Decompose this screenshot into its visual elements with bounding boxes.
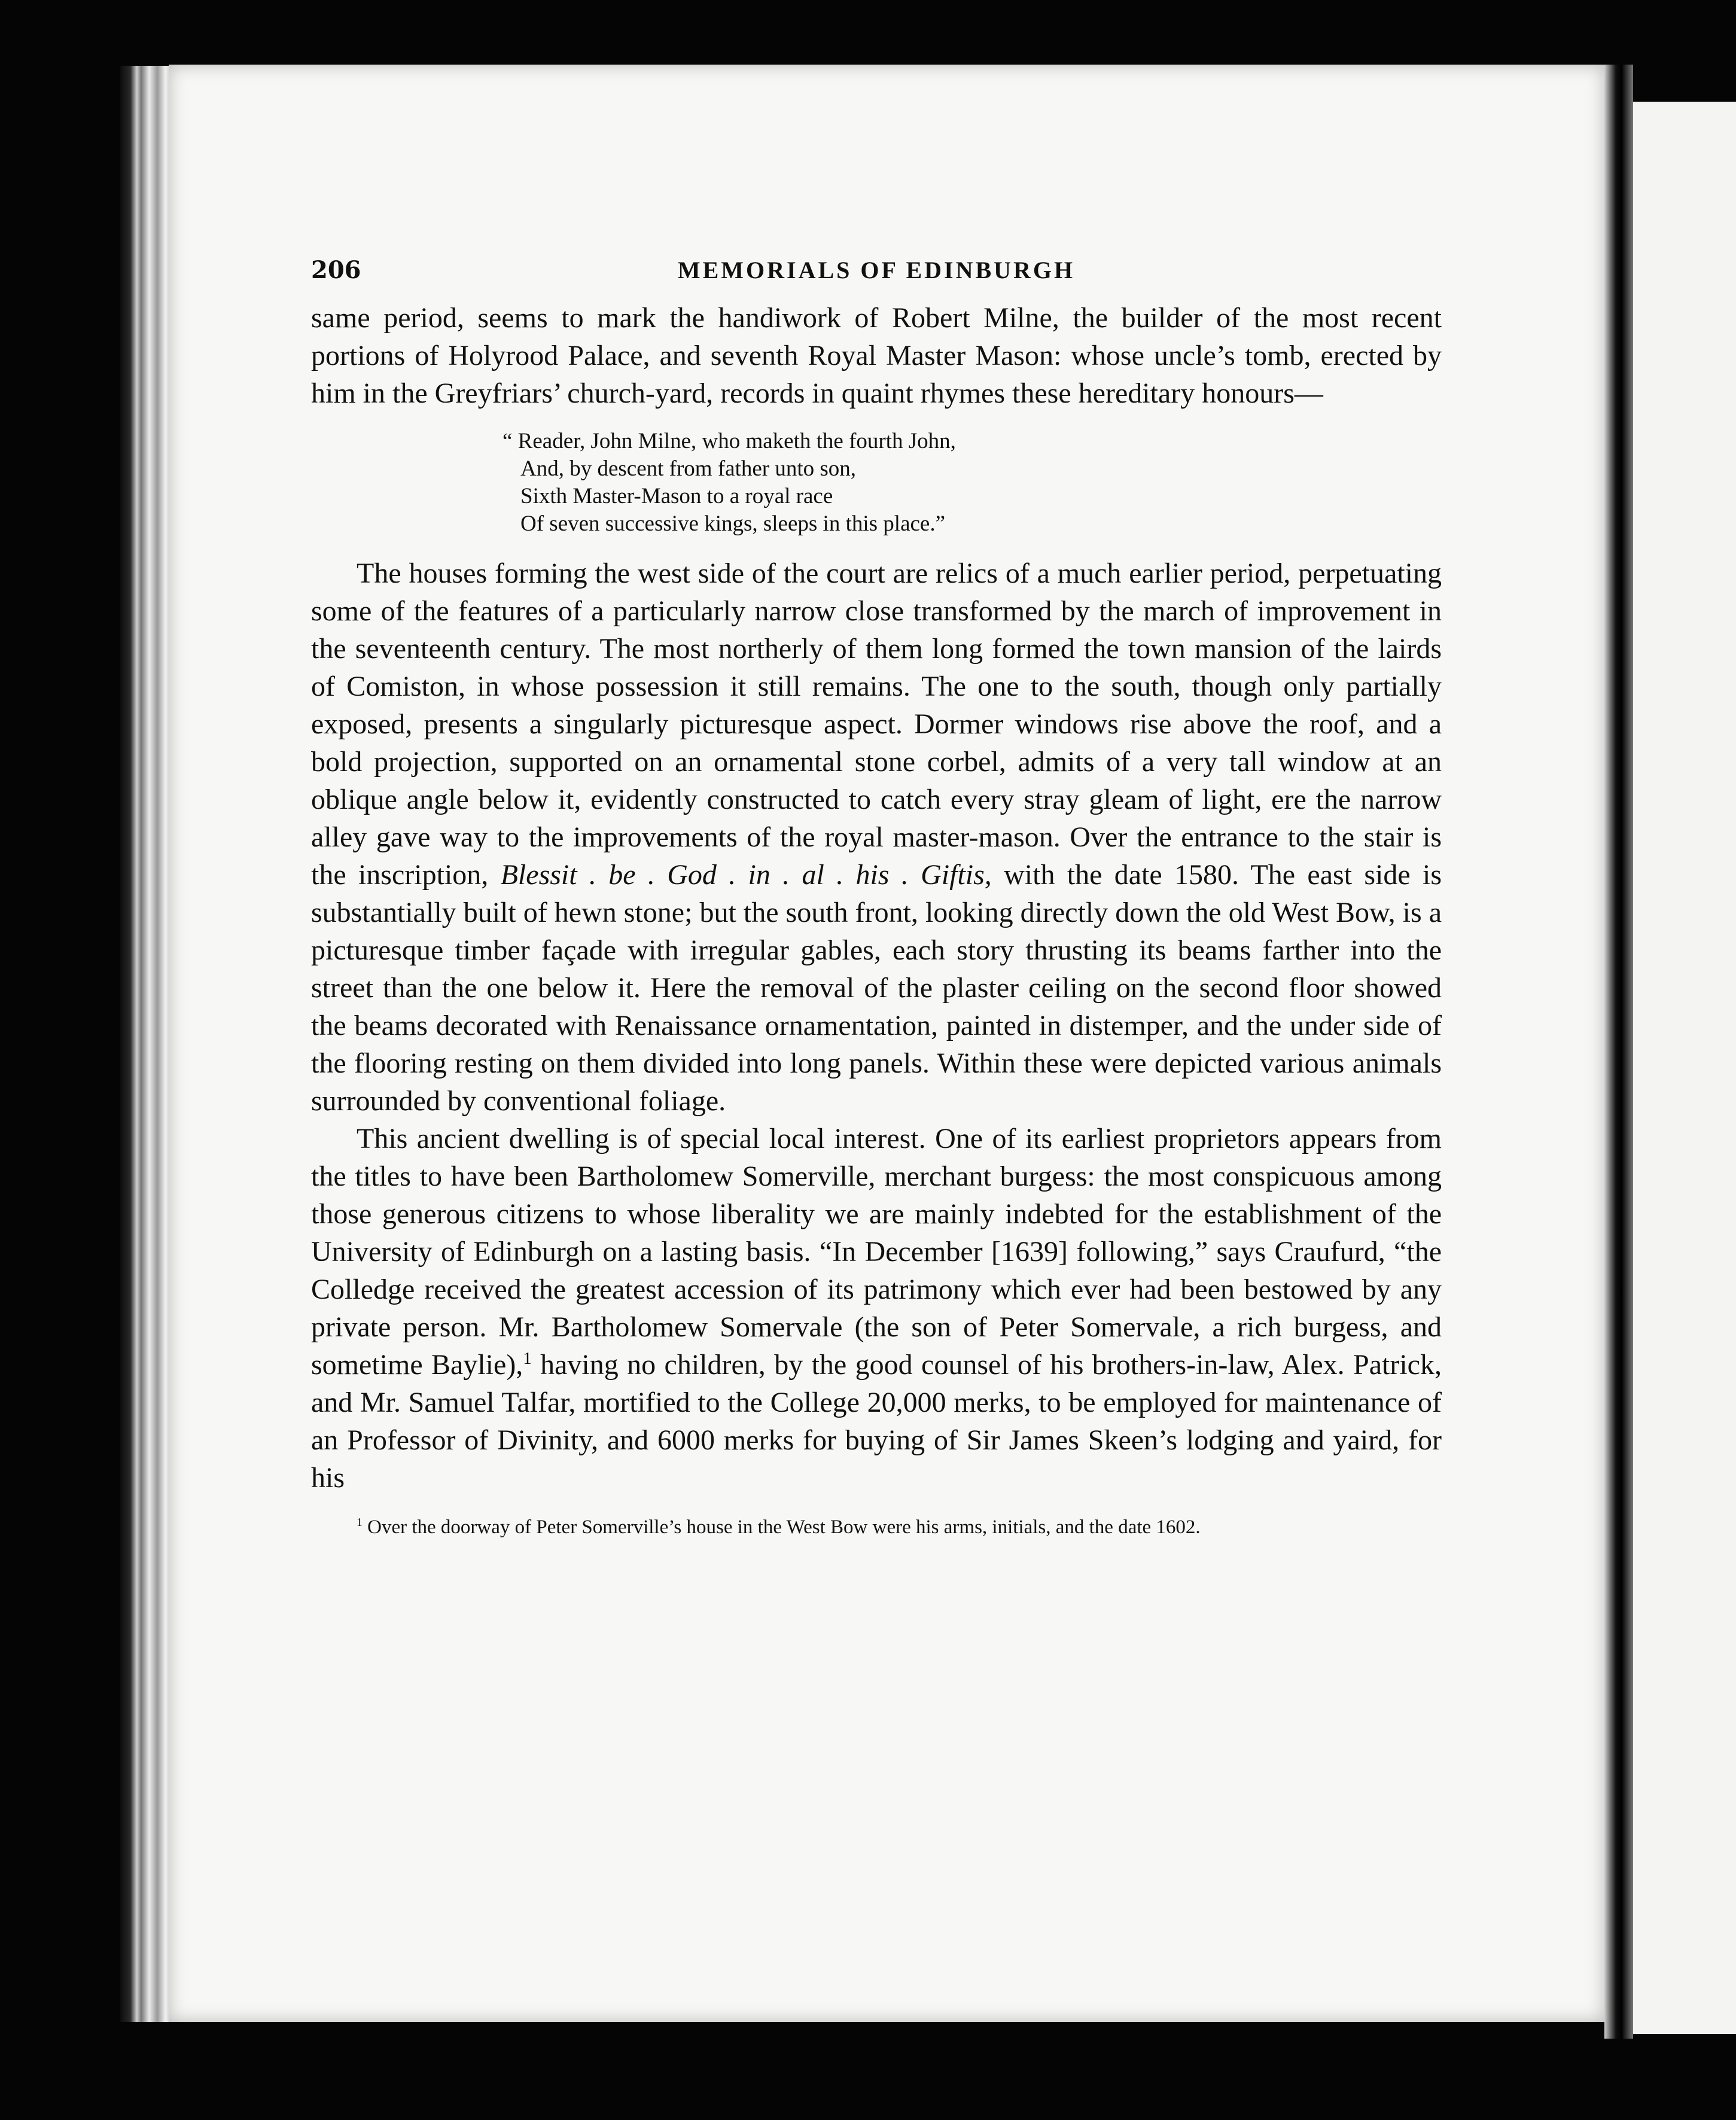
verse-line-4: Of seven successive kings, sleeps in this place.” [520,511,946,536]
verse-line-1: “ Reader, John Milne, who maketh the fourth John, [502,429,956,453]
paragraph-3 [311,1120,1442,1497]
page-content [311,251,1442,1540]
page-header [311,251,1442,299]
paragraph-2 [311,555,1442,1120]
facing-page [1633,102,1736,2034]
page-number: 206 [311,256,361,284]
footnote-reference: 1 [523,1349,532,1368]
verse-line-3: Sixth Master-Mason to a royal race [520,484,833,508]
paragraph-3-text-b: having no children, by the good counsel of his brothers-in-law, Alex. Patrick, and Mr. Samuel Talfar, mortified to the College 20,000 merks, to be employed for maintenance of an Professor of Divinity, and 6000 merks for buying of Sir James Skeen’s lodging and yaird, for his [311,1349,1442,1494]
paragraph-2-text-b: with the date 1580. The east side is substantially built of hewn stone; but the south front, looking directly down the old West Bow, is a picturesque timber façade with irregular gables, each story thrusting its beams farther into the street than the one below it. Here the removal of the plaster ceiling on the second floor showed the beams decorated with Renaissance ornamentation, painted in distemper, and the under side of the flooring resting on them divided into long panels. Within these were depicted various animals surrounded by conventional foliage. [311,859,1442,1117]
footnote [311,1515,1442,1540]
book-gutter [1604,65,1633,2039]
paragraph-1: same period, seems to mark the handiwork of Robert Milne, the builder of the most recent portions of Holyrood Palace, and seventh Royal Master Mason: whose uncle’s tomb, erected by him in the Greyfriars’ church-yard, records in quaint rhymes these hereditary honours— [311,302,1442,409]
footnote-mark: 1 [357,1516,363,1529]
footnote-text: Over the doorway of Peter Somerville’s house in the West Bow were his arms, initials, and the date 1602. [362,1516,1201,1538]
paragraph-2-text-a: The houses forming the west side of the court are relics of a much earlier period, perpetuating some of the features of a particularly narrow close transformed by the march of improvement in the seventeenth century. The most northerly of them long formed the town mansion of the lairds of Comiston, in whose possession it still remains. The one to the south, though only partially exposed, presents a singularly picturesque aspect. Dormer windows rise above the roof, and a bold projection, supported on an ornamental stone corbel, admits of a very tall window at an oblique angle below it, evidently constructed to catch every stray gleam of light, ere the narrow alley gave way to the improvements of the royal master-mason. Over the entrance to the stair is the inscription, [311,558,1442,891]
book-edge [120,66,173,2022]
running-title: MEMORIALS OF EDINBURGH [677,257,1076,284]
body-text [311,299,1442,1497]
verse-line-2: And, by descent from father unto son, [520,456,857,481]
paragraph-3-text-a: This ancient dwelling is of special local interest. One of its earliest proprietors appears from the titles to have been Bartholomew Somerville, merchant burgess: the most conspicuous among those generous citizens to whose liberality we are mainly indebted for the establishment of the University of Edinburgh on a lasting basis. “In December [1639] following,” says Craufurd, “the Colledge received the greatest accession of its patrimony which ever had been bestowed by any private person. Mr. Bartholomew Somervale (the son of Peter Somervale, a rich burgess, and sometime Baylie), [311,1123,1442,1381]
inscription-text: Blessit . be . God . in . al . his . Giftis, [500,859,992,891]
epitaph-verse [311,428,1442,538]
